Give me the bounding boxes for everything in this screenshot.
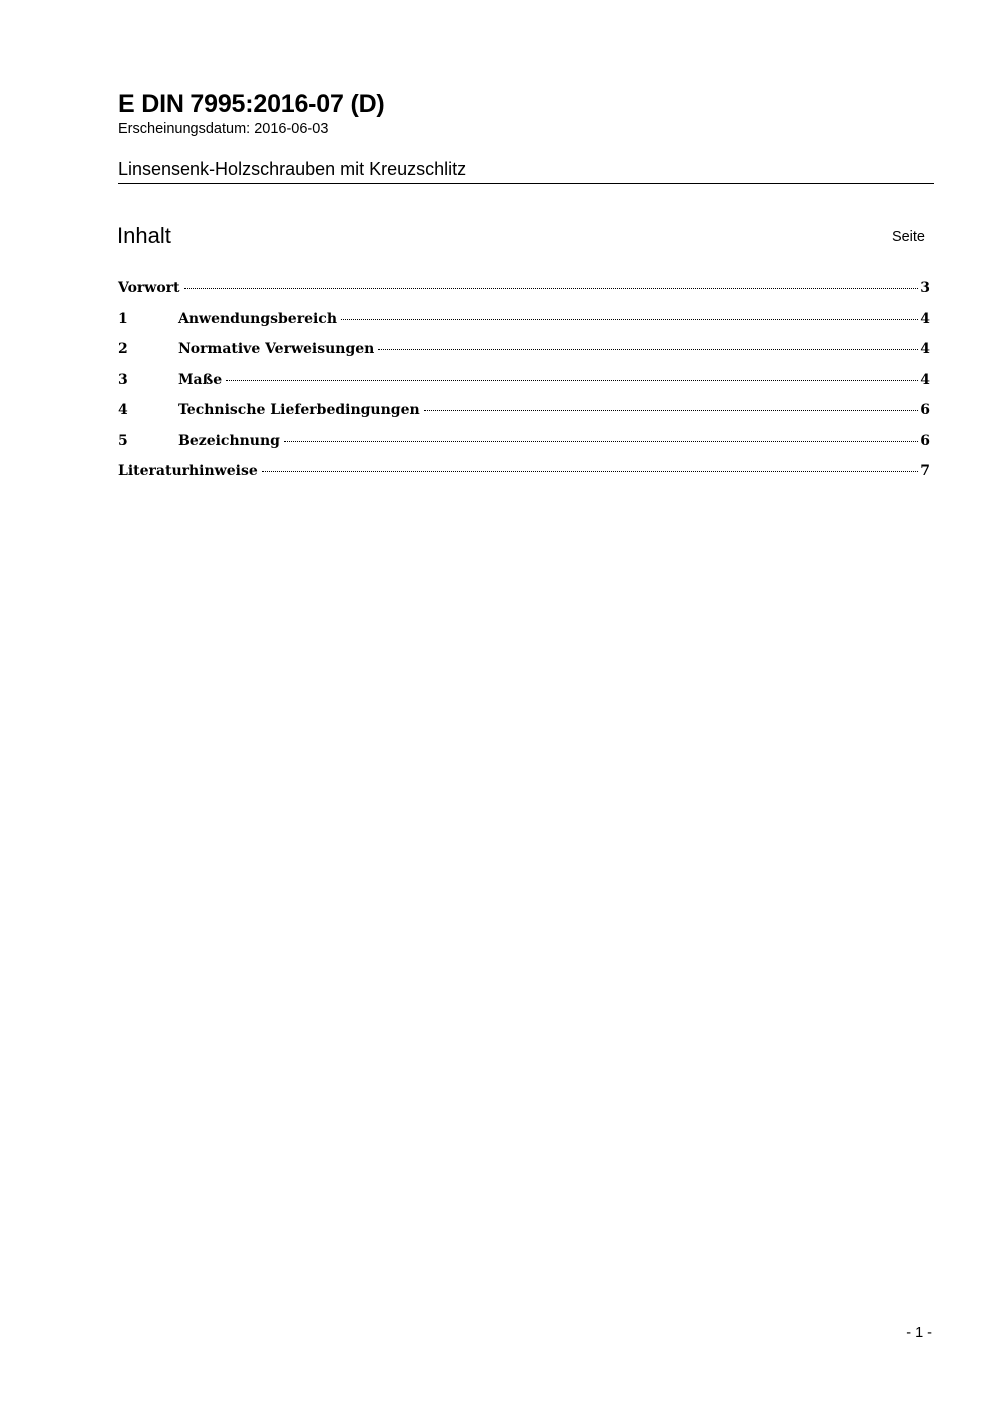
toc-entry-number: 1 — [118, 310, 128, 327]
document-title: Linsensenk-Holzschrauben mit Kreuzschlitz — [118, 159, 467, 179]
toc-entry-title: Literaturhinweise — [118, 463, 258, 479]
toc-entry-bezeichnung[interactable] — [118, 433, 930, 464]
toc-entry-page: 4 — [920, 310, 930, 327]
toc-dot-leader — [262, 470, 919, 472]
toc-entry-technische-lieferbedingungen[interactable] — [118, 402, 930, 433]
toc-entry-page: 3 — [920, 280, 930, 296]
toc-entry-number: 3 — [118, 371, 128, 388]
toc-entry-title: Vorwort — [118, 280, 180, 296]
toc-entry-number: 2 — [118, 341, 128, 357]
table-of-contents — [118, 280, 930, 494]
toc-entry-title: Technische Lieferbedingungen — [178, 402, 420, 418]
toc-entry-anwendungsbereich[interactable] — [118, 311, 930, 342]
toc-dot-leader — [341, 318, 918, 320]
toc-entry-page: 6 — [920, 432, 930, 449]
toc-entry-page: 4 — [920, 371, 930, 388]
page-number: - 1 - — [906, 1325, 932, 1341]
toc-entry-literaturhinweise[interactable] — [118, 463, 930, 494]
publication-date: Erscheinungsdatum: 2016-06-03 — [118, 121, 329, 137]
toc-entry-page: 6 — [920, 402, 930, 418]
toc-dot-leader — [284, 440, 918, 442]
toc-heading: Inhalt — [117, 223, 171, 248]
toc-entry-page: 4 — [920, 341, 930, 357]
toc-page-column-label: Seite — [891, 229, 925, 245]
toc-entry-vorwort[interactable] — [118, 280, 930, 311]
toc-entry-normative-verweisungen[interactable] — [118, 341, 930, 372]
toc-entry-number: 5 — [118, 432, 128, 449]
toc-dot-leader — [184, 287, 919, 289]
toc-dot-leader — [424, 409, 919, 411]
toc-entry-page: 7 — [920, 463, 930, 479]
toc-entry-title: Normative Verweisungen — [178, 341, 375, 357]
toc-entry-title: Bezeichnung — [178, 432, 280, 449]
document-id: E DIN 7995:2016-07 (D) — [118, 90, 385, 118]
toc-entry-title: Anwendungsbereich — [178, 310, 337, 327]
toc-entry-masse[interactable] — [118, 372, 930, 403]
toc-dot-leader — [378, 348, 918, 350]
toc-entry-number: 4 — [118, 402, 128, 418]
toc-entry-title: Maße — [178, 371, 223, 388]
toc-dot-leader — [226, 379, 918, 381]
title-divider — [118, 183, 934, 184]
